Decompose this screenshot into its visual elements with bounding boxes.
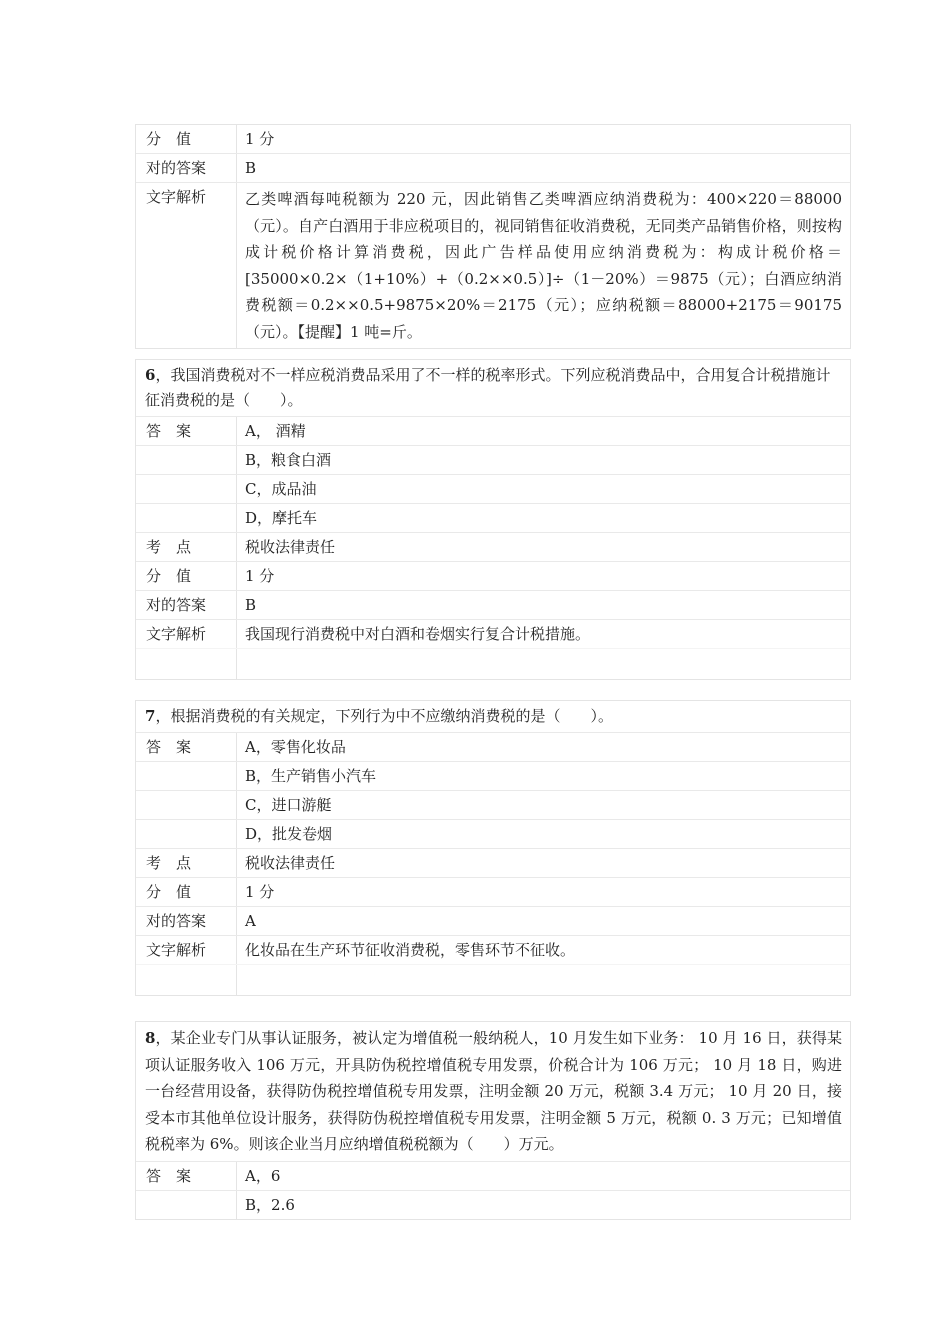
score-row [136,125,850,154]
question-number: 6 [145,366,156,384]
answer-row [136,154,850,183]
question-7-text [136,701,850,733]
answer-label: 对的答案 [136,591,237,619]
answer-row [136,907,850,936]
option-row [136,1191,850,1219]
topic-row [136,533,850,562]
option-a: A， 酒精 [245,422,306,440]
analysis-text: 我国现行消费税中对白酒和卷烟实行复合计税措施。 [245,625,591,643]
topic-value: 税收法律责任 [245,854,336,872]
answer-label: 对的答案 [136,907,237,935]
score-label: 分 值 [136,562,237,590]
question-stem: ，我国消费税对不一样应税消费品采用了不一样的税率形式。下列应税消费品中，合用复合计税措施计征消费税的是（ ）。 [145,366,831,409]
option-row [136,446,850,475]
question-7 [135,700,851,996]
answer-label: 对的答案 [136,154,237,182]
options-label: 答 案 [136,733,237,761]
option-d: D，摩托车 [245,509,318,527]
blank-row [136,649,850,679]
option-b: B，生产销售小汽车 [245,767,377,785]
score-row [136,878,850,907]
topic-value: 税收法律责任 [245,538,336,556]
question-8 [135,1021,851,1220]
option-row [136,733,850,762]
analysis-text: 乙类啤酒每吨税额为 220 元，因此销售乙类啤酒应纳消费税为：400×220＝88000（元）。自产白酒用于非应税项目的，视同销售征收消费税，无同类产品销售价格，则按构成计税价格计算消费税，因此广告样品使用应纳消费税为：构成计税价格＝[35000×0.2×（1+10%）+（0.2××0.5）]÷（1－20%）＝9875（元）；白酒应纳消费税额＝0.2××0.5+9875×20%＝2175（元）；应纳税额＝88000+2175＝90175（元）。【提醒】1 吨=斤。 [245,190,842,341]
option-d: D，批发卷烟 [245,825,333,843]
analysis-text: 化妆品在生产环节征收消费税，零售环节不征收。 [245,941,576,959]
option-a: A，零售化妆品 [245,738,346,756]
question-8-text [136,1022,850,1162]
topic-row [136,849,850,878]
question-number: 7 [145,707,156,725]
option-b: B，粮食白酒 [245,451,332,469]
option-row [136,504,850,533]
option-a: A，6 [245,1166,281,1185]
score-row [136,562,850,591]
score-value: 1 分 [245,130,275,148]
answer-value: B [245,596,257,614]
analysis-row [136,936,850,965]
question-stem: ，某企业专门从事认证服务，被认定为增值税一般纳税人，10 月发生如下业务： 10 月 16 日，获得某项认证服务收入 106 万元，开具防伪税控增值税专用发票，价税合计为 106 万元； 10 月 18 日，购进一台经营用设备，获得防伪税控增值税专用发票，注明金额 20 万元，税额 3.4 万元； 10 月 20 日，接受本市其他单位设计服务，获得防伪税控增值税专用发票，注明金额 5 万元，税额 0. 3 万元；已知增值税税率为 6%。则该企业当月应纳增值税税额为（ ）万元。 [145,1029,842,1153]
topic-label: 考 点 [136,849,237,877]
option-row [136,791,850,820]
score-label: 分 值 [136,125,237,153]
analysis-label: 文字解析 [136,936,237,964]
analysis-row [136,620,850,649]
options-label: 答 案 [136,1162,237,1190]
question-5-details [135,124,851,349]
option-row [136,417,850,446]
score-value: 1 分 [245,883,275,901]
answer-value: B [245,159,257,177]
blank-row [136,965,850,995]
question-6 [135,359,851,680]
option-row [136,820,850,849]
option-c: C，进口游艇 [245,796,332,814]
answer-value: A [245,912,256,930]
question-stem: ，根据消费税的有关规定，下列行为中不应缴纳消费税的是（ ）。 [155,707,613,725]
option-c: C，成品油 [245,480,317,498]
options-label: 答 案 [136,417,237,445]
score-label: 分 值 [136,878,237,906]
question-6-text [136,360,850,417]
topic-label: 考 点 [136,533,237,561]
answer-row [136,591,850,620]
analysis-row [136,183,850,348]
analysis-label: 文字解析 [136,620,237,648]
analysis-label: 文字解析 [136,183,237,348]
score-value: 1 分 [245,567,275,585]
option-row [136,475,850,504]
question-number: 8 [145,1029,156,1047]
option-b: B，2.6 [245,1195,295,1214]
option-row [136,1162,850,1191]
option-row [136,762,850,791]
